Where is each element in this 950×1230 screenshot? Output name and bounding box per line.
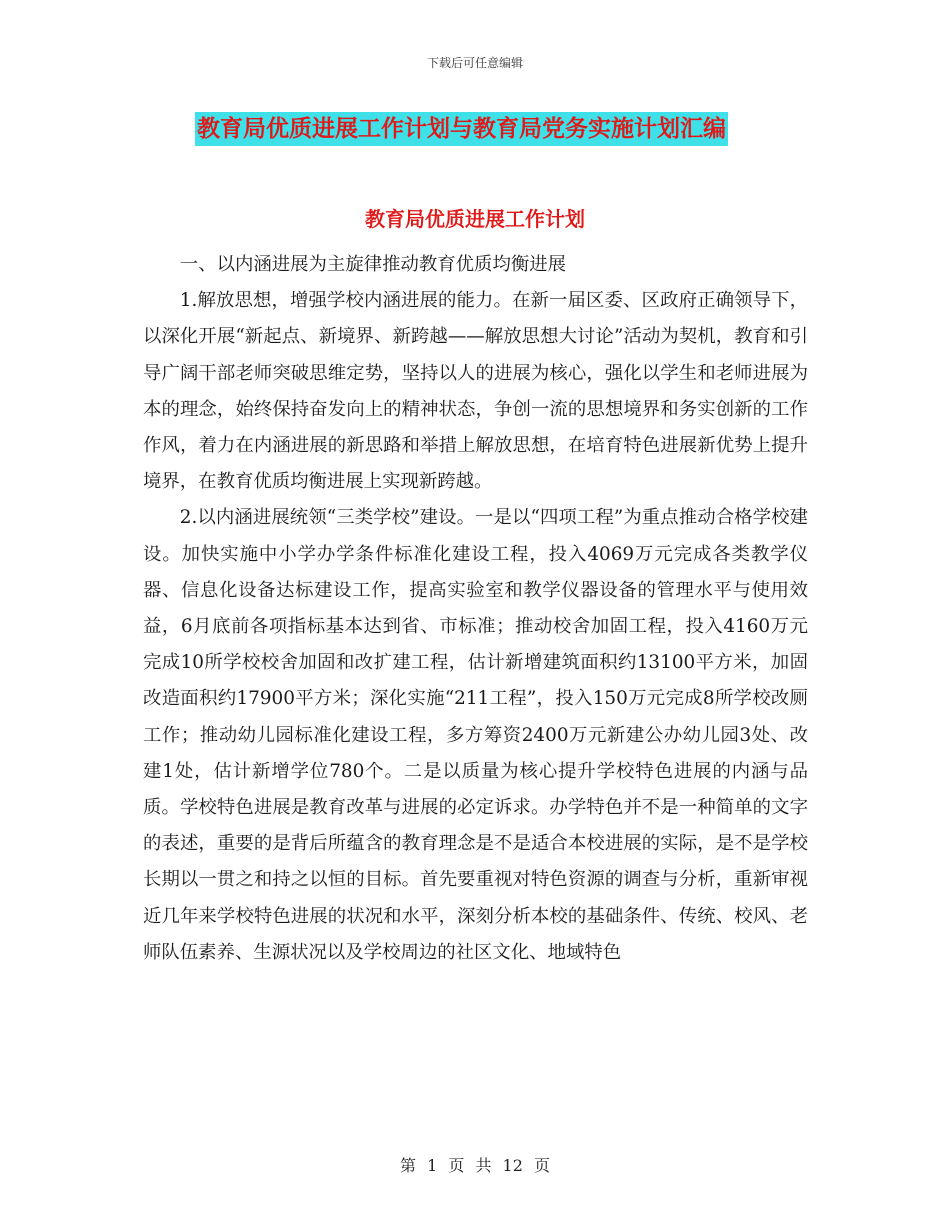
body-paragraph: 1.解放思想，增强学校内涵进展的能力。在新一届区委、区政府正确领导下，以深化开展“新起点、新境界、新跨越——解放思想大讨论”活动为契机，教育和引导广阔干部老师突破思维定势，坚持以人的进展为核心，强化以学生和老师进展为本的理念，始终保持奋发向上的精神状态，争创一流的思想境界和务实创新的工作作风，着力在内涵进展的新思路和举措上解放思想，在培育特色进展新优势上提升境界，在教育优质均衡进展上实现新跨越。 bbox=[143, 290, 808, 493]
document-body bbox=[143, 247, 808, 971]
section-title: 教育局优质进展工作计划 bbox=[365, 207, 585, 231]
page-number-footer: 第 1 页 共 12 页 bbox=[400, 1156, 550, 1175]
section-heading-paragraph: 一、以内涵进展为主旋律推动教育优质均衡进展 bbox=[179, 254, 567, 275]
document-title: 教育局优质进展工作计划与教育局党务实施计划汇编 bbox=[195, 112, 728, 146]
page-header-note: 下载后可任意编辑 bbox=[426, 56, 523, 70]
body-paragraph: 2.以内涵进展统领“三类学校”建设。一是以“四项工程”为重点推动合格学校建设。加快实施中小学办学条件标准化建设工程，投入4069万元完成各类教学仪器、信息化设备达标建设工作，提高实验室和教学仪器设备的管理水平与使用效益，6月底前各项指标基本达到省、市标准；推动校舍加固工程，投入4160万元完成10所学校校舍加固和改扩建工程，估计新增建筑面积约13100平方米，加固改造面积约17900平方米；深化实施“211工程”，投入150万元完成8所学校改厕工作；推动幼儿园标准化建设工程，多方筹资2400万元新建公办幼儿园3处、改建1处，估计新增学位780个。二是以质量为核心提升学校特色进展的内涵与品质。学校特色进展是教育改革与进展的必定诉求。办学特色并不是一种简单的文字的表述，重要的是背后所蕴含的教育理念是不是适合本校进展的实际，是不是学校长期以一贯之和持之以恒的目标。首先要重视对特色资源的调查与分析，重新审视近几年来学校特色进展的状况和水平，深刻分析本校的基础条件、传统、校风、老师队伍素养、生源状况以及学校周边的社区文化、地域特色 bbox=[143, 507, 808, 963]
